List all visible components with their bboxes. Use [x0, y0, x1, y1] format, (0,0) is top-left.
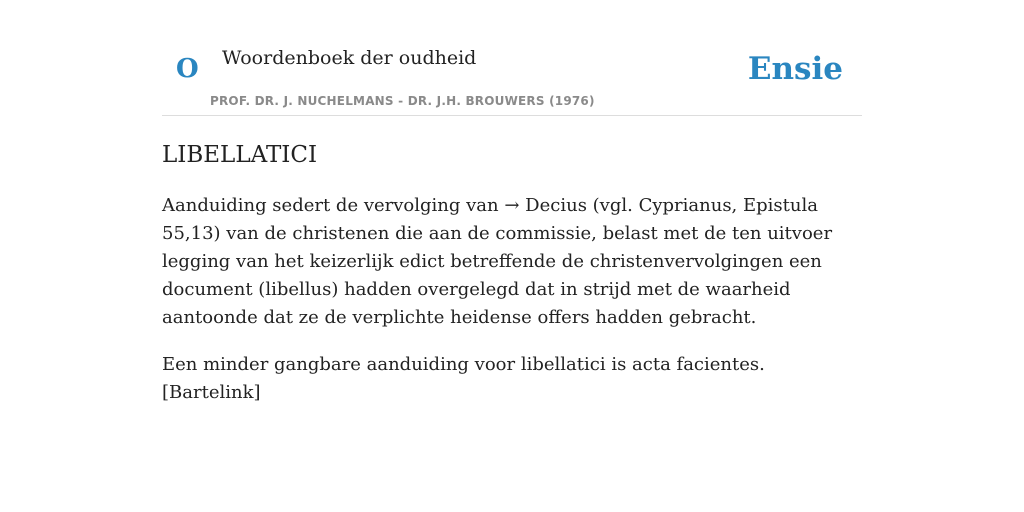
entry-paragraph-2: Een minder gangbare aanduiding voor libellatici is acta facientes. [Bartelink]	[162, 354, 765, 403]
header	[162, 0, 862, 116]
book-authors: PROF. DR. J. NUCHELMANS - DR. J.H. BROUWERS (1976)	[210, 94, 595, 108]
ensie-logo[interactable]: Ensie	[747, 51, 843, 87]
entry-body	[162, 192, 862, 426]
decius-link[interactable]: Decius	[519, 195, 587, 216]
book-title[interactable]: Woordenboek der oudheid	[222, 47, 477, 69]
arrow-right-icon: →	[504, 195, 520, 216]
page	[162, 0, 862, 403]
entry-text: (vgl. Cyprianus, Epistula 55,13) van de christenen die aan de commissie, belast met de ten uitvoer legging van het keizerlijk edict betreffende de christenvervolgingen een document (libellus) hadden overgelegd dat in strijd met de waarheid aantoonde dat ze de verplichte heidense offers hadden gebracht.	[162, 195, 833, 328]
entry-title: LIBELLATICI	[162, 142, 318, 168]
book-logo-letter[interactable]: O	[176, 54, 199, 84]
entry-text: Aanduiding sedert de vervolging van	[162, 195, 505, 216]
entry-paragraph-1	[162, 192, 862, 332]
